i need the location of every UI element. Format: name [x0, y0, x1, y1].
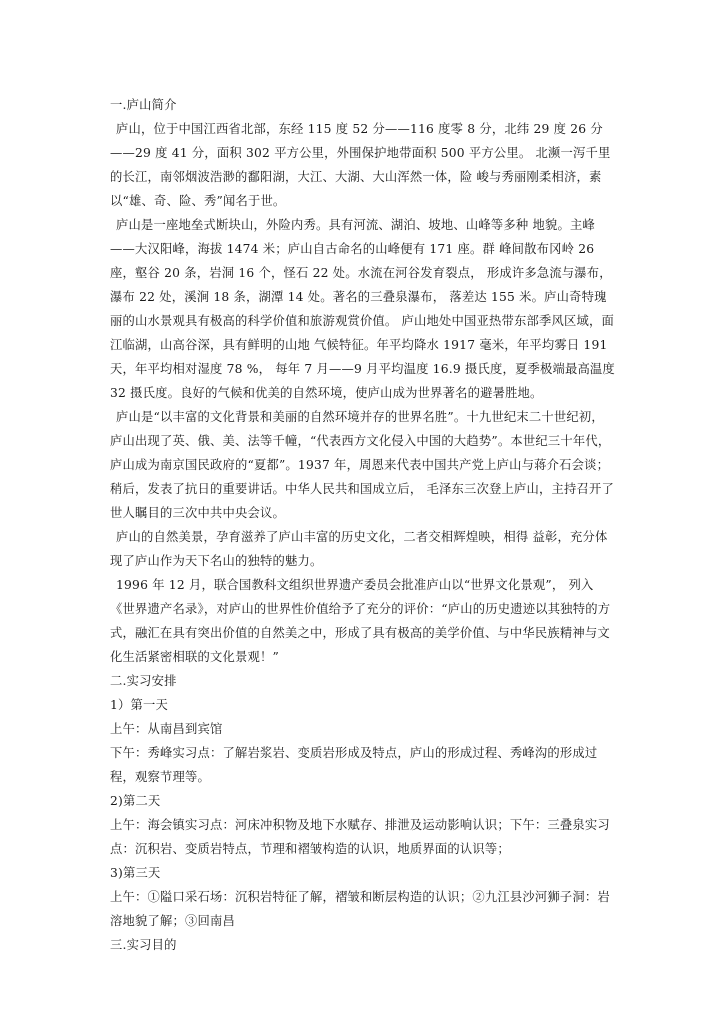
day3-text: 上午：①隘口采石场：沉积岩特征了解，褶皱和断层构造的认识；②九江县沙河狮子洞：岩溶地貌了解；③回南昌 [110, 890, 610, 928]
section-heading-intro: 一.庐山简介 [110, 98, 177, 112]
paragraph-history: 庐山是“以丰富的文化背景和美丽的自然环境并存的世界名胜”。十九世纪末二十世纪初，庐山出现了英、俄、美、法等千幢，“代表西方文化侵入中国的大趋势”。本世纪三十年代，庐山成为南京国民政府的“夏都”。1937 年，周恩来代表中国共产党上庐山与蒋介石会谈；稍后，发表了抗日的重要讲话。中华人民共和国成立后， 毛泽东三次登上庐山，主持召开了世人瞩目的三次中共中央会议。 [110, 410, 614, 520]
paragraph-location: 庐山，位于中国江西省北部，东经 115 度 52 分——116 度零 8 分，北纬 29 度 26 分——29 度 41 分，面积 302 平方公里，外围保护地带面积 500 平方公里。 北濒一泻千里的长江，南邻烟波浩渺的鄱阳湖，大江、大湖、大山浑然一体，险 峻与秀丽刚柔相济，素以“雄、奇、险、秀”闻名于世。 [110, 122, 611, 208]
day1-afternoon: 下午：秀峰实习点：了解岩浆岩、变质岩形成及特点，庐山的形成过程、秀峰沟的形成过程，观察节理等。 [110, 746, 598, 784]
day1-morning: 上午：从南昌到宾馆 [110, 722, 223, 736]
paragraph-charm: 庐山的自然美景，孕育滋养了庐山丰富的历史文化，二者交相辉煌映，相得 益彰，充分体现了庐山作为天下名山的独特的魅力。 [110, 530, 608, 568]
day1-heading: 1）第一天 [110, 698, 169, 712]
section-heading-purpose: 三.实习目的 [110, 938, 177, 952]
day3-heading: 3)第三天 [110, 866, 161, 880]
paragraph-world-heritage: 1996 年 12 月，联合国教科文组织世界遗产委员会批准庐山以“世界文化景观”， 列入《世界遗产名录》，对庐山的世界性价值给予了充分的评价：“庐山的历史遗迹以其独特的方式，融汇在具有突出价值的自然美之中，形成了具有极高的美学价值、与中华民族精神与文化生活紧密相联的文化景观！” [110, 578, 611, 664]
day2-text: 上午：海会镇实习点：河床冲积物及地下水赋存、排泄及运动影响认识；下午：三叠泉实习点：沉积岩、变质岩特点，节理和褶皱构造的认识，地质界面的认识等； [110, 818, 610, 856]
day2-heading: 2)第二天 [110, 794, 161, 808]
section-heading-schedule: 二.实习安排 [110, 674, 177, 688]
paragraph-geography: 庐山是一座地垒式断块山，外险内秀。具有河流、湖泊、坡地、山峰等多种 地貌。主峰——大汉阳峰，海拔 1474 米；庐山自古命名的山峰便有 171 座。群 峰间散布冈岭 26 座，壑谷 20 条，岩洞 16 个，怪石 22 处。水流在河谷发育裂点， 形成许多急流与瀑布，瀑布 22 处，溪涧 18 条，湖潭 14 处。著名的三叠泉瀑布， 落差达 155 米。庐山奇特瑰丽的山水景观具有极高的科学价值和旅游观赏价值。 庐山地处中国亚热带东部季风区域，面江临湖，山高谷深，具有鲜明的山地 气候特征。年平均降水 1917 毫米，年平均雾日 191 天，年平均相对湿度 78 %， 每年 7 月——9 月平均温度 16.9 摄氏度，夏季极端最高温度 32 摄氏度。良好的气候和优美的自然环境，使庐山成为世界著名的避暑胜地。 [110, 218, 615, 400]
document-body [110, 93, 615, 957]
